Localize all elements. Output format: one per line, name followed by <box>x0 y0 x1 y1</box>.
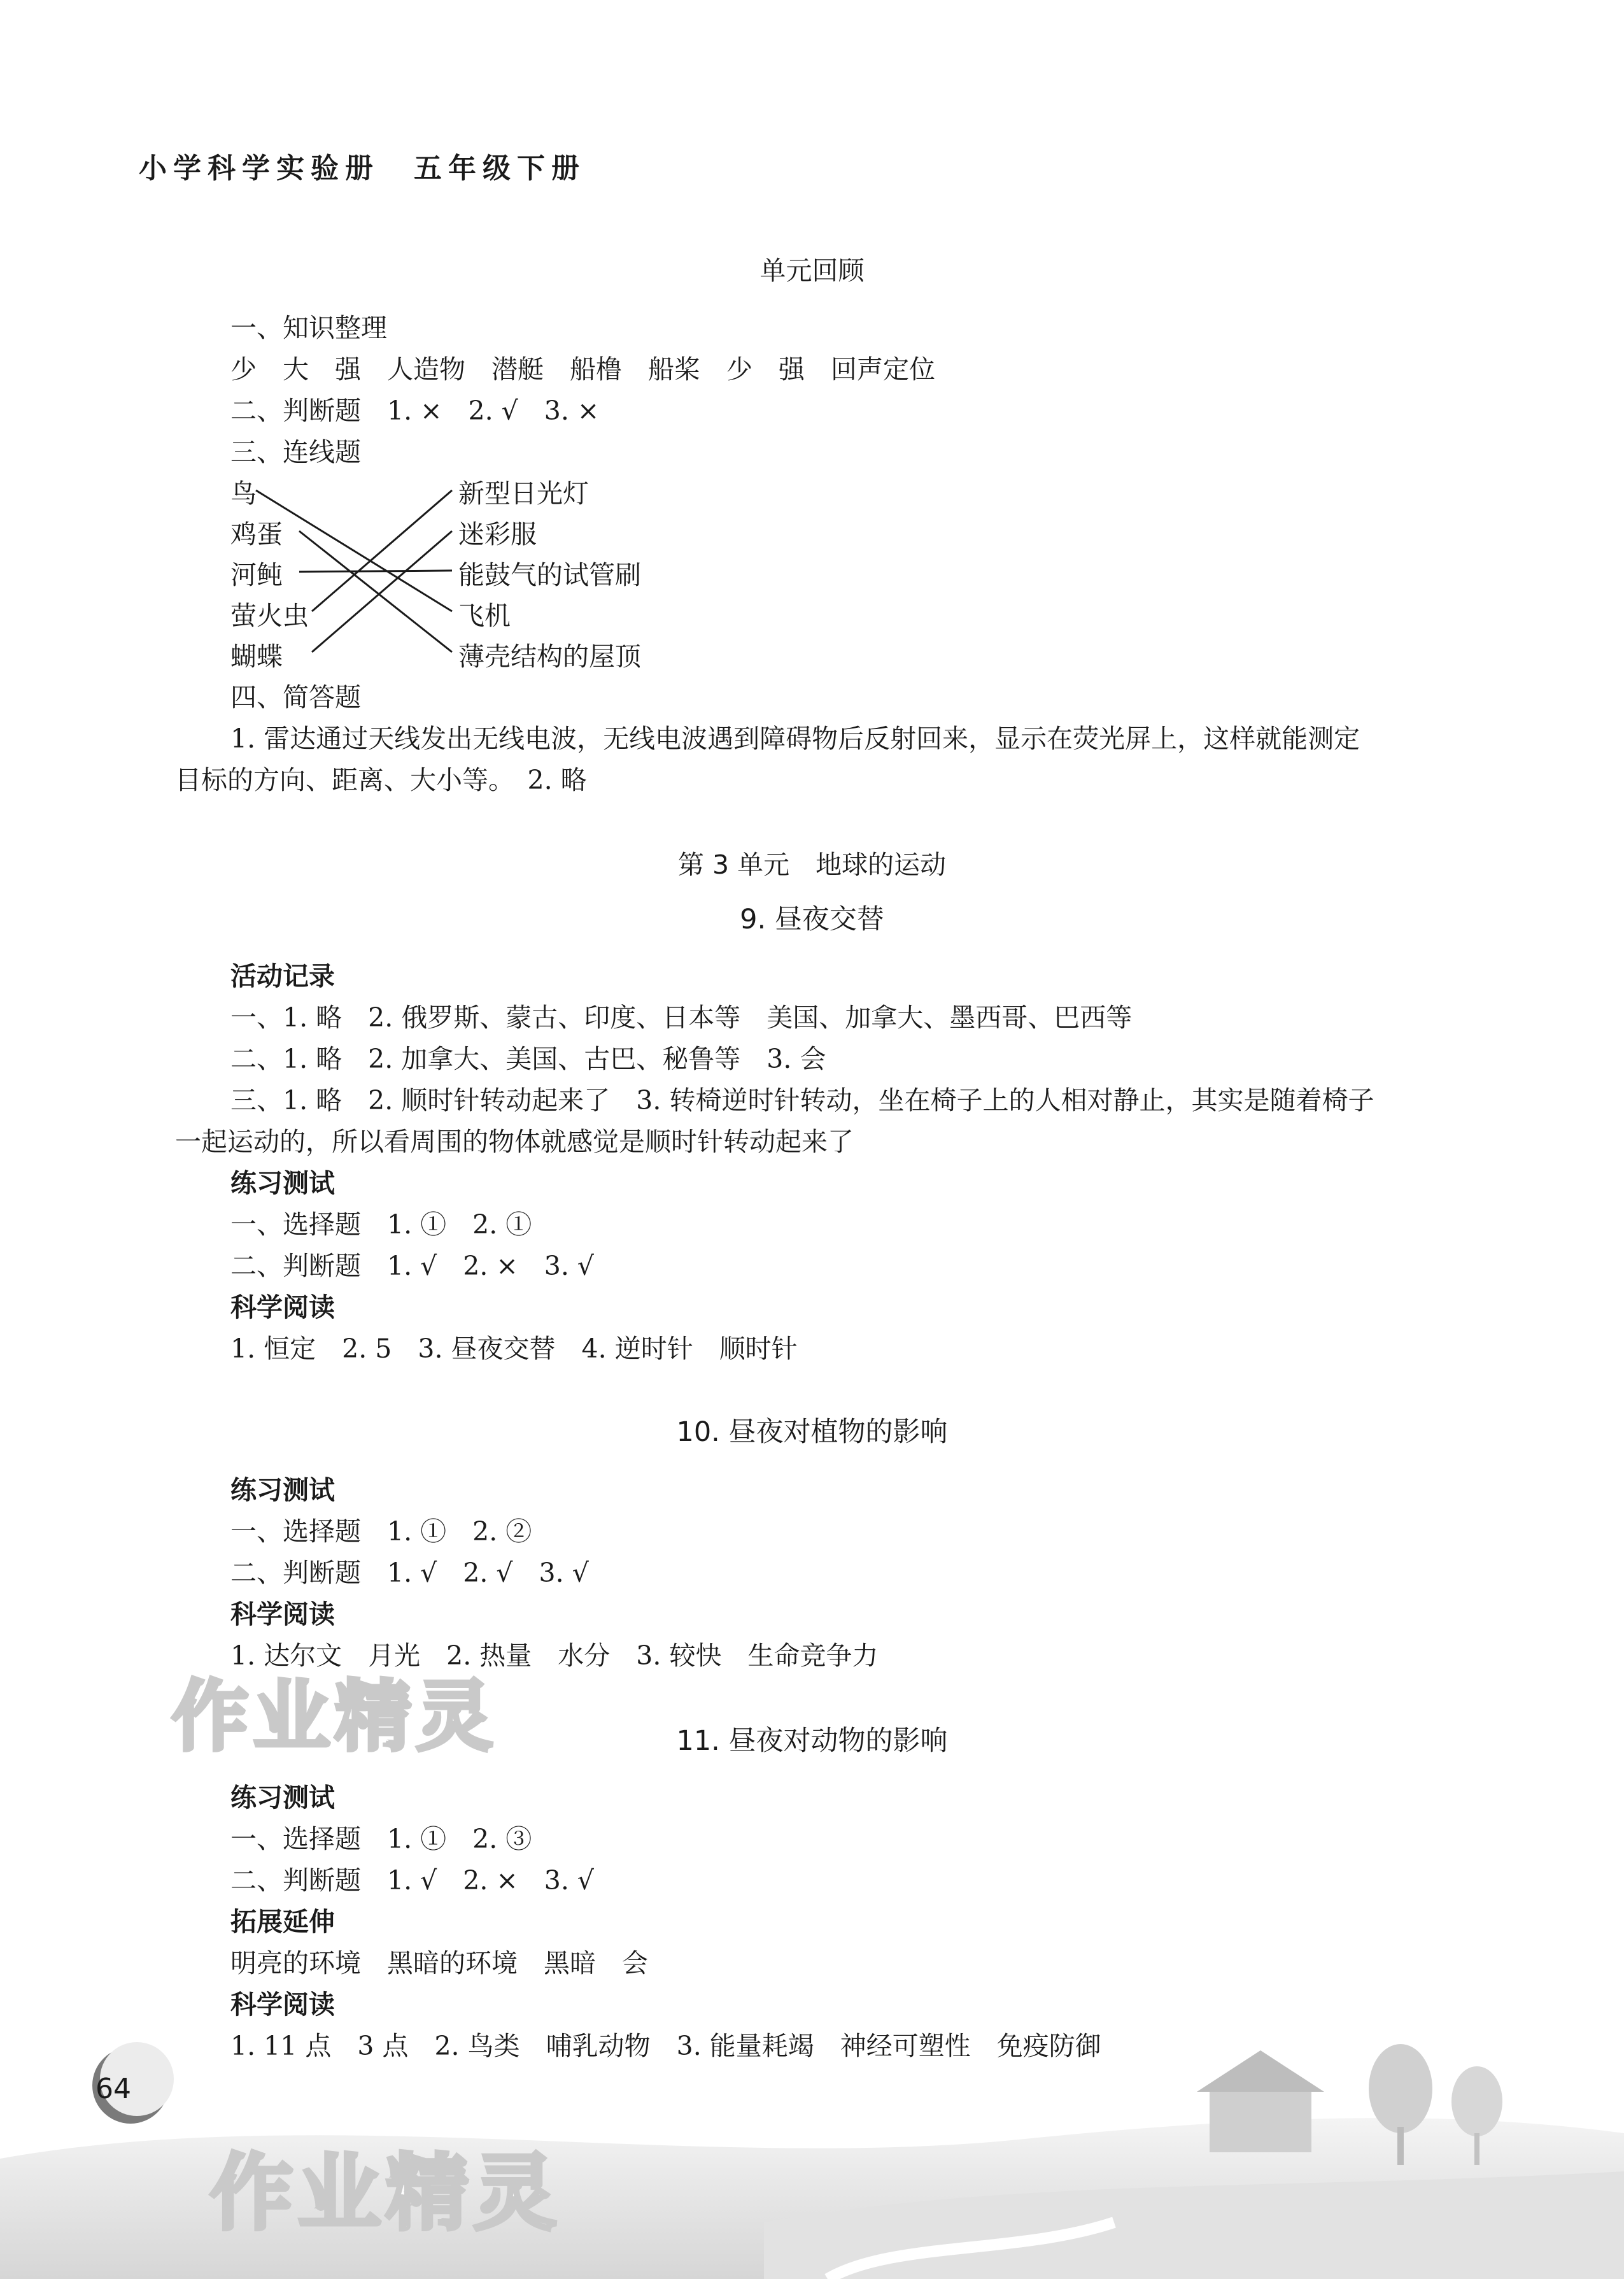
lesson11-title: 11. 昼夜对动物的影响 <box>676 1725 948 1757</box>
answer-line: 1. 11 点 3 点 2. 鸟类 哺乳动物 3. 能量耗竭 神经可塑性 免疫防御 <box>230 2031 1101 2061</box>
match-right-item: 新型日光灯 <box>458 478 589 509</box>
match-left-item: 鸟 <box>230 478 257 509</box>
match-right-item: 飞机 <box>458 600 511 631</box>
lesson11-reading-heading: 科学阅读 <box>230 1989 335 2020</box>
lesson11-extension-heading: 拓展延伸 <box>230 1906 335 1937</box>
lesson9-activity-heading: 活动记录 <box>230 961 335 991</box>
tree-shape <box>1369 2044 1432 2133</box>
answer-line: 一、1. 略 2. 俄罗斯、蒙古、印度、日本等 美国、加拿大、墨西哥、巴西等 <box>230 1002 1133 1033</box>
answer-line: 二、判断题 1. √ 2. √ 3. √ <box>230 1558 589 1588</box>
knowledge-answers: 少 大 强 人造物 潜艇 船橹 船桨 少 强 回声定位 <box>230 354 935 385</box>
lesson9-reading-heading: 科学阅读 <box>230 1292 335 1323</box>
lesson9-practice-heading: 练习测试 <box>230 1168 335 1198</box>
answer-line: 一起运动的，所以看周围的物体就感觉是顺时针转动起来了 <box>175 1126 854 1157</box>
answer-line: 1. 达尔文 月光 2. 热量 水分 3. 较快 生命竞争力 <box>230 1640 879 1671</box>
answer-line: 明亮的环境 黑暗的环境 黑暗 会 <box>230 1948 648 1978</box>
answer-line: 二、判断题 1. √ 2. × 3. √ <box>230 1865 595 1896</box>
match-line-egg-roof <box>299 531 452 652</box>
match-line-bird-airplane <box>256 490 452 611</box>
match-right-item: 迷彩服 <box>458 519 537 550</box>
tree-trunk-shape <box>1397 2127 1404 2165</box>
house-shape <box>1210 2089 1311 2152</box>
match-left-item: 鸡蛋 <box>230 519 283 550</box>
match-left-item: 萤火虫 <box>230 600 309 631</box>
answer-line: 三、1. 略 2. 顺时针转动起来了 3. 转椅逆时针转动，坐在椅子上的人相对静止，其实是随着椅子 <box>230 1085 1374 1116</box>
lesson10-practice-heading: 练习测试 <box>230 1475 335 1505</box>
answer-line: 一、选择题 1. ① 2. ① <box>230 1209 532 1240</box>
short-answer-heading: 四、简答题 <box>230 682 361 713</box>
lesson10-title: 10. 昼夜对植物的影响 <box>676 1416 948 1448</box>
knowledge-heading: 一、知识整理 <box>230 313 387 343</box>
match-line-puffer-brush <box>299 571 452 572</box>
lesson11-practice-heading: 练习测试 <box>230 1782 335 1813</box>
lesson10-reading-heading: 科学阅读 <box>230 1599 335 1629</box>
page-number: 64 <box>95 2073 131 2105</box>
unit3-title: 第 3 单元 地球的运动 <box>677 849 947 880</box>
tree-shape <box>1451 2066 1502 2136</box>
answer-line: 1. 恒定 2. 5 3. 昼夜交替 4. 逆时针 顺时针 <box>230 1333 798 1364</box>
watermark: 作业精灵 <box>172 1673 498 1761</box>
match-left-item: 河鲀 <box>230 560 283 590</box>
unit-review-title: 单元回顾 <box>759 255 865 286</box>
answer-line: 一、选择题 1. ① 2. ③ <box>230 1824 532 1854</box>
match-right-item: 能鼓气的试管刷 <box>458 560 641 590</box>
short-answer-line: 目标的方向、距离、大小等。 2. 略 <box>175 765 587 795</box>
tree-trunk-shape <box>1474 2133 1479 2165</box>
match-line-butterfly-camo <box>312 531 452 652</box>
lesson9-title: 9. 昼夜交替 <box>740 904 884 935</box>
answer-line: 一、选择题 1. ① 2. ② <box>230 1516 532 1547</box>
answer-line: 二、判断题 1. √ 2. × 3. √ <box>230 1251 595 1281</box>
match-line-firefly-lamp <box>312 490 452 611</box>
judge-answers: 二、判断题 1. × 2. √ 3. × <box>230 395 600 426</box>
watermark: 作业精灵 <box>210 2145 562 2241</box>
answer-line: 二、1. 略 2. 加拿大、美国、古巴、秘鲁等 3. 会 <box>230 1044 826 1074</box>
match-right-item: 薄壳结构的屋顶 <box>458 641 641 672</box>
book-title: 小学科学实验册 五年级下册 <box>139 152 586 185</box>
match-left-item: 蝴蝶 <box>230 641 283 672</box>
match-heading: 三、连线题 <box>230 437 361 467</box>
roof-shape <box>1197 2050 1324 2092</box>
short-answer-line: 1. 雷达通过天线发出无线电波，无线电波遇到障碍物后反射回来，显示在荧光屏上，这样就能测定 <box>230 723 1360 754</box>
